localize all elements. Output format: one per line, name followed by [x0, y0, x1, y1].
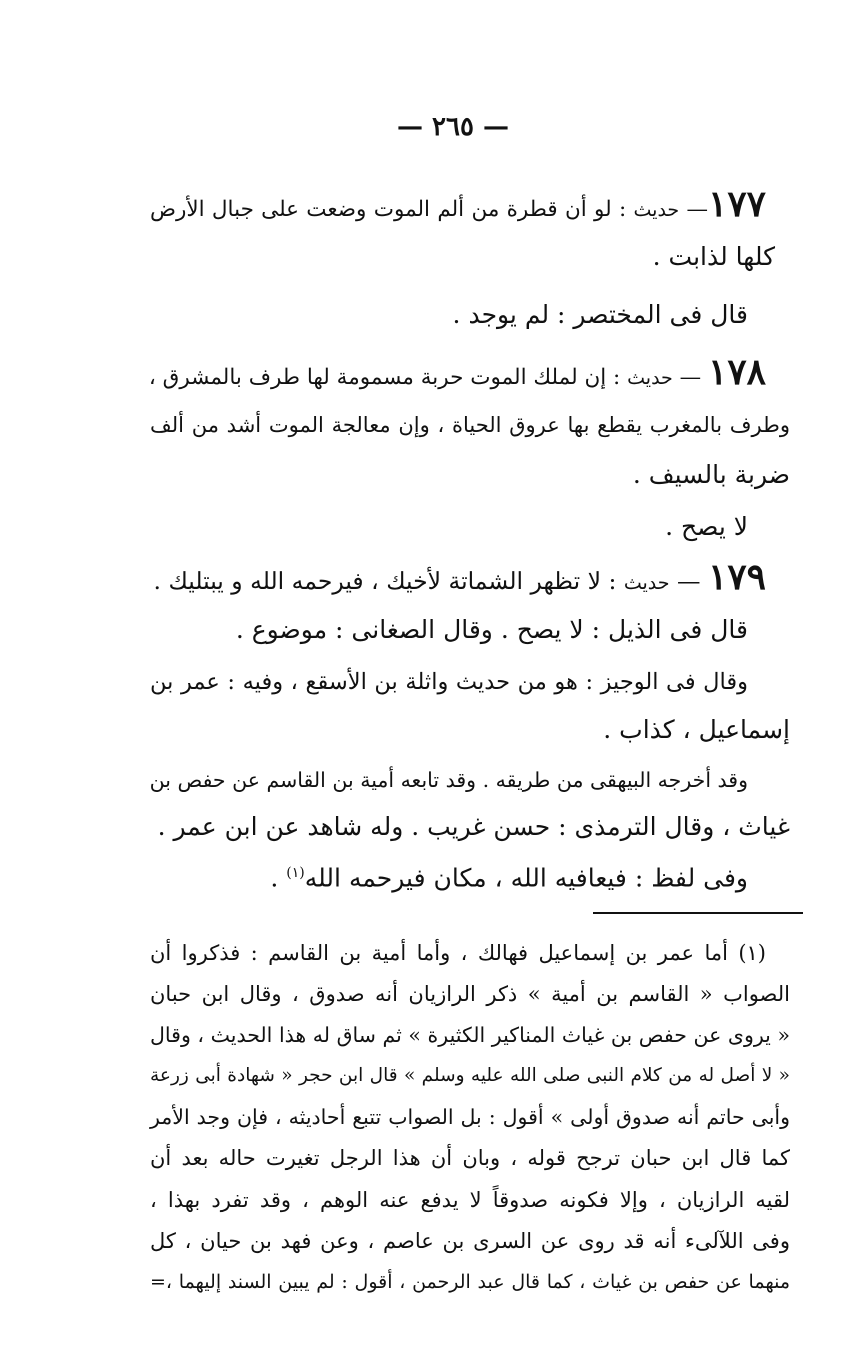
footnote-line: « لا أصل له من كلام النبى صلى الله عليه وسلم » قال ابن حجر « شهادة أبى زرعة — [150, 1065, 790, 1086]
hadith-178-comment: لا يصح . — [665, 512, 748, 541]
hadith-178-line-3: ضربة بالسيف . — [632, 460, 790, 489]
hadith-177-keyword: حديث — [633, 199, 680, 221]
hadith-179-line-1 — [150, 556, 766, 600]
hadith-177-dash: — — [679, 197, 708, 222]
hadith-177-line-1 — [150, 183, 766, 227]
hadith-178-line-2: وطرف بالمغرب يقطع بها عروق الحياة ، وإن معالجة الموت أشد من ألف — [150, 413, 790, 437]
hadith-177-comment: قال فى المختصر : لم يوجد . — [452, 300, 748, 329]
footnote-line: « يروى عن حفص بن غياث المناكير الكثيرة » ثم ساق له هذا الحديث ، وقال — [150, 1023, 790, 1047]
footnote-line: منهما عن حفص بن غياث ، كما قال عبد الرحمن ، أقول : لم يبين السند إليهما ،= — [150, 1271, 790, 1293]
hadith-179-comment-d-end: . — [270, 863, 287, 893]
hadith-179-number: ١٧٩ — [707, 556, 766, 598]
footnote-line: (١) أما عمر بن إسماعيل فهالك ، وأما أمية بن القاسم : فذكروا أن — [150, 941, 766, 965]
hadith-177-text-1: : لو أن قطرة من ألم الموت وضعت على جبال الأرض — [150, 197, 634, 222]
hadith-179-comment-d-text: وفى لفظ : فيعافيه الله ، مكان فيرحمه الله — [304, 863, 748, 893]
hadith-178-dash: — — [672, 365, 708, 390]
hadith-179-comment-c-2: غياث ، وقال الترمذى : حسن غريب . وله شاهد عن ابن عمر . — [157, 812, 790, 841]
footnote-line: وأبى حاتم أنه صدوق أولى » أقول : بل الصواب تتبع أحاديثه ، فإن وجد الأمر — [150, 1105, 790, 1129]
hadith-179-keyword: حديث — [623, 572, 670, 594]
hadith-178-number: ١٧٨ — [707, 351, 766, 393]
hadith-179-comment-b-2: إسماعيل ، كذاب . — [603, 715, 790, 744]
hadith-179-comment-b-1: وقال فى الوجيز : هو من حديث واثلة بن الأسقع ، وفيه : عمر بن — [150, 669, 748, 695]
footnote-line: وفى اللآلىء أنه قد روى عن السرى بن عاصم ، وعن فهد بن حيان ، كل — [150, 1229, 790, 1253]
hadith-179-comment-d — [150, 856, 748, 895]
hadith-178-line-1 — [148, 351, 766, 395]
hadith-177-line-2: كلها لذابت . — [652, 242, 775, 271]
footnote-line: الصواب « القاسم بن أمية » ذكر الرازيان أنه صدوق ، وقال ابن حبان — [150, 982, 790, 1006]
hadith-179-comment-a: قال فى الذيل : لا يصح . وقال الصغانى : موضوع . — [235, 615, 748, 644]
footnote-line: كما قال ابن حبان ترجح قوله ، وبان أن هذا الرجل تغيرت حاله بعد أن — [150, 1146, 790, 1170]
hadith-179-dash: — — [669, 567, 708, 595]
footnote-line: لقيه الرازيان ، وإلا فكونه صدوقاً لا يدفع عنه الوهم ، وقد تفرد بهذا ، — [150, 1188, 790, 1212]
footnote-ref: (١) — [286, 865, 305, 881]
hadith-178-text-1: : إن لملك الموت حربة مسمومة لها طرف بالمشرق ، — [148, 365, 628, 390]
hadith-177-number: ١٧٧ — [707, 183, 766, 225]
hadith-179-comment-c-1: وقد أخرجه البيهقى من طريقه . وقد تابعه أمية بن القاسم عن حفص بن — [149, 768, 748, 792]
page-number: — ٢٦٥ — — [396, 112, 510, 142]
hadith-178-keyword: حديث — [627, 367, 673, 389]
footnote-separator — [593, 912, 803, 914]
hadith-179-text-1: : لا تظهر الشماتة لأخيك ، فيرحمه الله و يبتليك . — [153, 567, 624, 595]
